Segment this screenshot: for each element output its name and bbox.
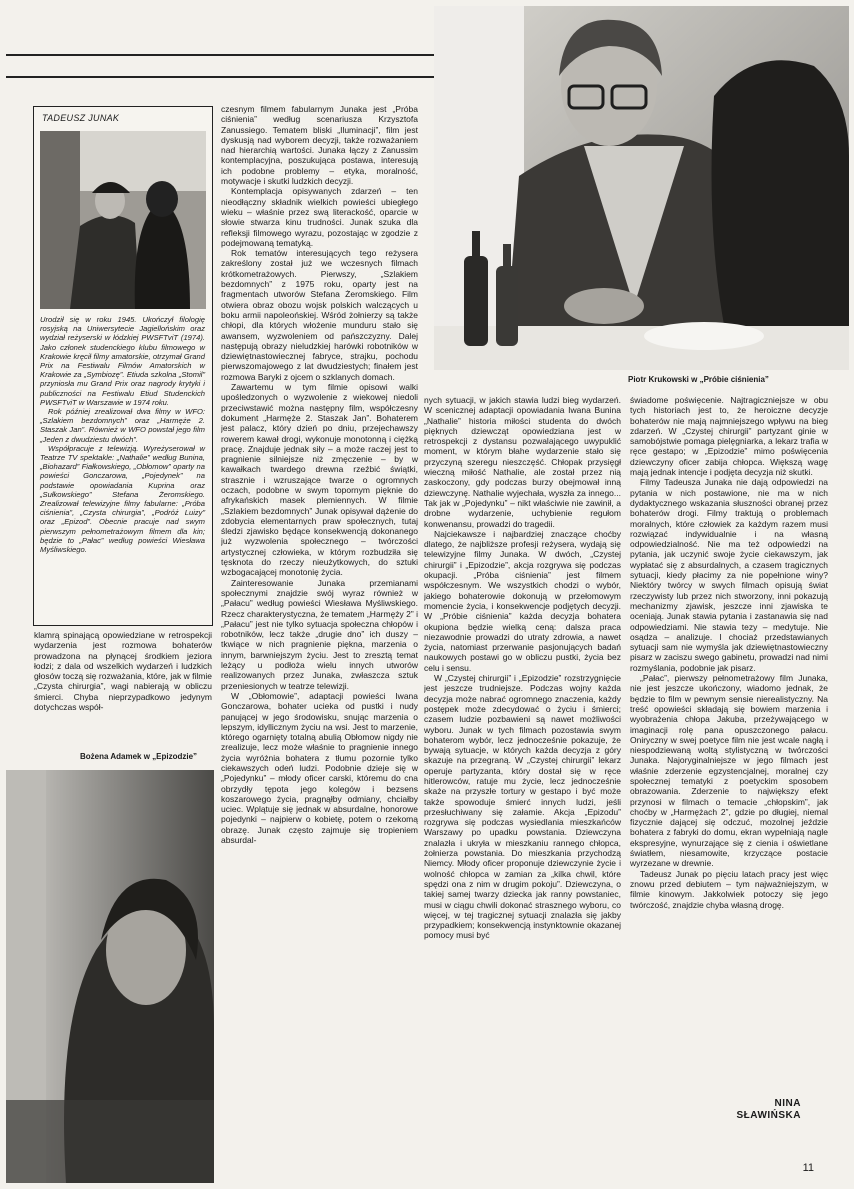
bio-paragraph: Współpracuje z telewizją. Wyreżyserował w Teatrze TV spektakle: „Nathalie” według Bunina, „Biohazard” Fiałkowskiego, „Obłomow” oparty na powieści Gonczarowa, „Pojedynek” na podstawie opowiadania Kuprina oraz „Sułkowskiego” Stefana Żeromskiego. Zrealizował telewizyjne filmy fabularne: „Próba ciśnienia”, „Czysta chirurgia”, „Podróż Luizy” oraz „Epizod”. Obecnie pracuje nad swym pierwszym pełnometrażowym filmem dla kin; będzie to „Pałac” według powieści Wiesława Myśliwskiego.: [40, 443, 205, 555]
article-column-1: [34, 630, 212, 748]
article-paragraph: Rok tematów interesujących tego reżysera zakreślony został już we wczesnych filmach krótkometrażowych. Pierwszy, „Szlakiem bezdomnych” z 1975 roku, oparty jest na fragmentach utworów Stefana Żeromskiego. Film otwiera obraz obozu wojsk polskich walczących u boku armii napoleońskiej. Wśród żołnierzy są także chłopi, dla których włożenie munduru stało się awansem, wyzwoleniem od pańszczyzny. Dalej następują obrazy nieludzkiej harówki robotników w dziewiętnastowiecznej fabryce, strajku, pochodu pierwszomajowego z lat dwudziestych; finałem jest rozmowa Baryki z ojcem o szklanych domach.: [221, 248, 418, 382]
article-paragraph: Zainteresowanie Junaka przemianami społecznymi znajdzie swój wyraz również w „Pałacu” według powieści Wiesława Myśliwskiego. Rzecz charakterystyczna, że tematem „Harmęży 2” i „Pałacu” jest nie tylko sytuacja społeczna chłopów i robotników, lecz także „drugie dno” ich duszy – tkwiące w nich pragnienie piękna, marzenia o innym, barwniejszym życiu. Jest to zresztą temat leżący u podłoża wielu innych utworów realizowanych przez Junaka, zwłaszcza sztuk przeniesionych w teatrze telewizji.: [221, 577, 418, 691]
article-paragraph: Najciekawsze i najbardziej znaczące choćby dlatego, że najbliższe profesji reżysera, wydają się telewizyjne filmy Junaka. W dwóch, „Czystej chirurgii” i „Epizodzie”, akcja rozgrywa się podczas okupacji. „Próba ciśnienia” jest filmem współczesnym. We wszystkich chodzi o wybór, jakiego bohaterowie dokonują w przełomowym momencie życia, i konsekwencje podjętych decyzji. W „Próbie ciśnienia” każda decyzja bohatera okupiona będzie wielką ceną: dalsza praca niezawodnie prowadzi do utraty zdrowia, a nawet życia, natomiast przerwanie pasjonujących badań naukowych postawi go w obliczu pustki, życia bez celu i sensu.: [424, 528, 621, 673]
header-rule-bottom: [6, 76, 434, 78]
article-column-2: [221, 104, 418, 1184]
page-number: 11: [802, 1162, 814, 1174]
photo-proba-cisnienia: [434, 6, 849, 370]
photo-epizod: [6, 770, 214, 1183]
bio-paragraph: Urodził się w roku 1945. Ukończył filologię rosyjską na Uniwersytecie Jagiellońskim oraz wydział reżyserski w łódzkiej PWSFTviT (1974). Jako członek studenckiego klubu filmowego w Krakowie kręcił filmy amatorskie, otrzymał Grand Prix na Festiwalu Filmów Amatorskich w Krakowie za „Symbiozę”. Etiuda szkolna „Stomil” przyniosła mu Grand Prix oraz nagrody krytyki i publiczności na Festiwalu Etiud Studenckich PWSFTviT w Warszawie w 1974 roku.: [40, 315, 205, 407]
article-paragraph: Zawartemu w tym filmie opisowi walki upośledzonych o wyzwolenie z wiekowej niedoli przeciwstawić można następny film, współczesny dokument „Harmęże 2. Staszak Jan”. Bohaterem jest palacz, który dzień po dniu, przejechawszy rowerem kawał drogi, wykonuje monotonną i ciężką pracę. Znajduje jednak siły – a może raczej jest to pragnienie silniejsze niż zmęczenie – by w kawałkach twardego drewna rzeźbić świątki, strasznie i wzruszające twarze o ogromnych oczach, podobne w swym topornym pięknie do afrykańskich masek plemiennych. W filmie „Szlakiem bezdomnych” Junak opisywał dążenie do zdobycia elementarnych praw społecznych, tutaj śledzi zjawisko będące konsekwencją dokonanego już wyzwolenia społecznego – twórczości artystycznej człowieka, w którym rozbudziła się tęsknota do rzeczy nieużytkowych, do sztuki wzbogacającej monotonię życia.: [221, 382, 418, 578]
caption-photo-top: Piotr Krukowski w „Próbie ciśnienia”: [628, 375, 769, 384]
photo-tadeusz-junak: [40, 131, 206, 309]
article-paragraph: Tadeusz Junak po pięciu latach pracy jest więc znowu przed debiutem – tym najważniejszym, w filmie kinowym. Jakkolwiek potoczy się jego twórczość, znajdzie chyba własną drogę.: [630, 868, 828, 910]
author-signature: [737, 1098, 802, 1122]
article-paragraph: Kontemplacja opisywanych zdarzeń – ten nieodłączny składnik wielkich powieści ubiegłego wieku – właśnie przez swą literackość, oparcie w słowie stwarza kinu trudności. Junak szuka dla refleksji filmowego wyrazu, pozostając w zgodzie z podejmowaną tematyką.: [221, 186, 418, 248]
bio-paragraph: Rok później zrealizował dwa filmy w WFO: „Szlakiem bezdomnych” oraz „Harmęże 2. Staszak Jan”. Również w WFO powstał jego film „Jeden z dwudziestu dwóch”.: [40, 407, 205, 444]
article-paragraph: świadome poświęcenie. Najtragiczniejsze w obu tych historiach jest to, że heroiczne decyzje bohaterów nie mają najmniejszego wpływu na bieg zdarzeń. W „Czystej chirurgii” partyzant ginie w samobójstwie pomaga pielęgniarka, a lekarz trafia w ręce gestapo; w „Epizodzie” mimo poświęcenia dziewczyny oficer zabija chłopca. Większą wagę mają jednak intencje i podjęta decyzja niż skutki.: [630, 395, 828, 478]
article-paragraph: czesnym filmem fabularnym Junaka jest „Próba ciśnienia” według scenariusza Krzysztofa Zanussiego. Tematem bliski „Iluminacji”, film jest dyskusją nad wyborem decyzji, także rozważaniem nad hierarchią wartości. Junaka łączy z Zanussim kontemplacyjna, poszukująca postawa, interesują ich podobne problemy – etyka, moralność, motywacje i skutki ludzkich decyzji.: [221, 104, 418, 187]
caption-photo-bottom: Bożena Adamek w „Epizodzie”: [80, 752, 198, 761]
article-paragraph: klamrą spinającą opowiedziane w retrospekcji wydarzenia jest rozmowa bohaterów prowadzona na płynącej środkiem jeziora łodzi; z dala od wszelkich wydarzeń i ludzkich głosów toczą się rozważania, które, jak w filmie „Czysta chirurgia”, wagi nabierają w obliczu śmierci. Chyba nieprzypadkowo jedynym dotychczas współ-: [34, 630, 212, 713]
article-paragraph: W „Czystej chirurgii” i „Epizodzie” rozstrzygnięcie jest jeszcze trudniejsze. Podczas wojny każda decyzja może nabrać ogromnego znaczenia, każdy postępek może zdecydować o życiu i śmierci; czasem ludzie pozbawieni są nawet możliwości wyboru. Junak w tych filmach pozostawia swym bohaterom wybór, lecz jednocześnie pokazuje, że bywają sytuacje, w których każda decyzja z góry skazuje na przegraną. W „Czystej chirurgii” lekarz operuje partyzanta, który dostał się w ręce hitlerowców, ratuje mu życie, lecz jednocześnie skaże na przyszłe tortury w gestapo i być może także spowoduje śmierć innych ludzi, jeśli przesłuchiwany się załamie. Akcja „Epizodu” rozgrywa się podczas wysiedlania mieszkańców Warszawy po upadku powstania. Dziewczyna znalazła i ukryła w mieszkaniu rannego chłopca, żołnierza powstania. Do mieszkania przychodzą Niemcy. Młody oficer proponuje dziewczynie życie i wolność chłopca w zamian za „kilka chwil, które spędzi ona z nim w drugim pokoju”. Dziewczyna, o takiej samej twarzy dziecka jak ranny powstaniec, musi w ciągu chwili dokonać strasznego wyboru, co więcej, w tej tragicznej sytuacji znalazła się jakby przypadkiem; konsekwencją instynktownie okazanej pomocy musi być: [424, 673, 621, 941]
author-last-name: SŁAWIŃSKA: [736, 1110, 801, 1121]
header-rule-top: [6, 54, 434, 56]
article-paragraph: „Pałac”, pierwszy pełnometrażowy film Junaka, nie jest jeszcze ukończony, wiadomo jednak, że będzie to film w pewnym sensie nierealistyczny. Na treść opowieści składają się bowiem marzenia i wyobrażenia chłopa Jakuba, przeżywającego w imaginacji rolę pana opuszczonego pałacu. Oniryczny w swej poetyce film nie jest wcale nagłą i niespodziewaną woltą stylistyczną w twórczości Junaka. Najoryginalniejsze w jego filmach jest właśnie zderzenie egzystencjalnej, moralnej czy społecznej tematyki z poetyckim sposobem obrazowania. Zderzenie to największy efekt przynosi w filmach o temacie „chłopskim”, jak choćby w „Harmężach 2”, gdzie po długiej, niemal fizycznie dającej się odczuć, mozolnej jeździe bohatera z fabryki do domu, ekran wypełniają nagle ekspresyjne, wynurzające się z cienia i oświetlane światłem, niesamowite, krzyczące postacie wyrzezane w drewnie.: [630, 673, 828, 869]
article-column-4: [630, 395, 828, 1095]
bio-box: [33, 106, 213, 626]
article-paragraph: nych sytuacji, w jakich stawia ludzi bieg wydarzeń. W scenicznej adaptacji opowiadania Iwana Bunina „Nathalie” historia miłości studenta do dwóch pięknych dziewcząt opowiedziana jest w retrospekcji z dystansu pozwalającego uwypuklić moment, w którym błahe wydarzenie stało się przyczyną szeregu nieszczęść. Chłopak przysięgł wieczną miłość Nathalie, ale został przez nią zaskoczony, gdy podczas burzy obejmował inną dziewczynę. Nathalie wyjechała, wyszła za innego... Tak jak w „Pojedynku” – nikt właściwie nie zawinił, a drobne wydarzenie, uchybienie regułom konwenansu, prowadzi do tragedii.: [424, 395, 621, 529]
bio-text: [40, 315, 205, 554]
article-paragraph: W „Obłomowie”, adaptacji powieści Iwana Gonczarowa, bohater ucieka od pustki i nudy panującej w jego środowisku, snując marzenia o lepszym, idyllicznym życiu na wsi. Jest to marzenie, którego ogarnięty totalną abulią Obłomow nigdy nie zrealizuje, lecz może właśnie to pragnienie innego życia wyróżnia bohatera z tłumu pozornie tylko ciekawszych odeń ludzi. Podobnie dzieje się w „Pojedynku” – młody oficer carski, któremu do cna obrzydły tępota jego kolegów i bezsens koszarowego życia, pragnąłby odmiany, chciałby uciec. Wplątuje się jednak w absurdalne, honorowe pojedynki – najpierw o kobietę, potem o rzekomą obrazę. Junak często zajmuje się tropieniem absurdal-: [221, 690, 418, 846]
bio-title: TADEUSZ JUNAK: [42, 113, 120, 123]
author-first-name: NINA: [774, 1098, 801, 1109]
article-paragraph: Filmy Tadeusza Junaka nie dają odpowiedzi na pytania w nich postawione, nie ma w nich dydaktycznego wskazania słuszności obranej przez bohaterów drogi. Filmy traktują o problemach moralnych, które człowiek za każdym razem musi rozwiązać indywidualnie i na własną odpowiedzialność. Nie ma też odpowiedzi na pytania, jak uczynić swoje życie ciekawszym, jak wypłatać się z absurdalnych, a czasem tragicznych sytuacji, kiedy płacimy za nie popełnione winy? Niektóry twórcy w swych filmach opisują świat rzeczywisty lub przez nich stworzony, inni pokazują mechanizmy zjawisk, jeszcze inni zjawiska te oceniają. Junak stawia pytania i zastanawia się nad odpowiedziami. Nie stawia tezy – medytuje. Nie osądza – analizuje. I chociaż przedstawianych sytuacji sam nie wymyśla jak dziewiętnastowieczny pisarz w zaciszu swego gabinetu, prowadzi nad nimi rozmyślania, podobnie jak pisarz.: [630, 477, 828, 673]
article-column-3: [424, 395, 621, 1185]
